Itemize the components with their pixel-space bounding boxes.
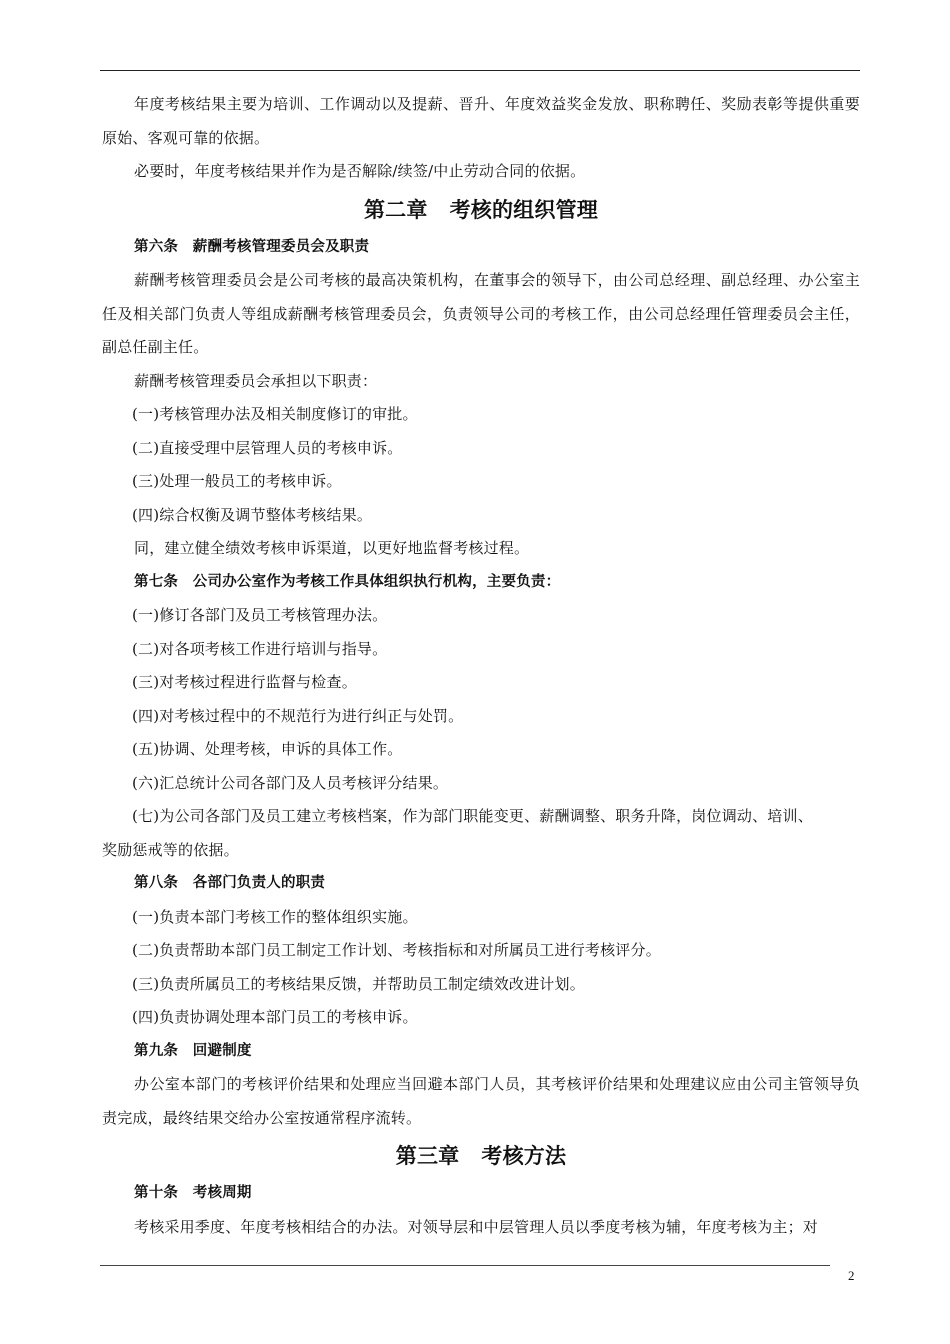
list-item-continuation: 奖励惩戒等的依据。	[102, 840, 239, 859]
chapter-2-heading	[102, 189, 860, 231]
list-item	[102, 800, 860, 867]
header-rule	[100, 70, 860, 71]
list-item: (一)修订各部门及员工考核管理办法。	[132, 606, 388, 624]
article-10-heading: 第十条 考核周期	[134, 1185, 252, 1201]
list-item-line: (七)为公司各部门及员工建立考核档案，作为部门职能变更、薪酬调整、职务升降，岗位调动、培训、	[132, 807, 813, 825]
paragraph-recusal: 办公室本部门的考核评价结果和处理应当回避本部门人员，其考核评价结果和处理建议应由公司主管领导负责完成，最终结果交给办公室按通常程序流转。	[102, 1075, 860, 1127]
list-item: (一)负责本部门考核工作的整体组织实施。	[132, 907, 418, 926]
chapter-3-heading	[102, 1135, 860, 1177]
list-item: (二)对各项考核工作进行培训与指导。	[132, 639, 388, 658]
chapter-2-number: 第二章	[363, 197, 428, 222]
paragraph-appeal-channel: 同，建立健全绩效考核申诉渠道，以更好地监督考核过程。	[134, 539, 530, 557]
article-8-heading: 第八条 各部门负责人的职责	[134, 875, 326, 891]
list-item: (三)负责所属员工的考核结果反馈，并帮助员工制定绩效改进计划。	[132, 974, 585, 993]
list-item: (三)对考核过程进行监督与检查。	[132, 673, 357, 691]
list-item: (五)协调、处理考核，申诉的具体工作。	[132, 740, 403, 758]
page-number: 2	[848, 1268, 855, 1283]
footer-rule	[100, 1265, 830, 1266]
list-item: (二)负责帮助本部门员工制定工作计划、考核指标和对所属员工进行考核评分。	[132, 941, 661, 959]
list-item: (三)处理一般员工的考核申诉。	[132, 472, 342, 490]
article-7-heading: 第七条 公司办公室作为考核工作具体组织执行机构，主要负责：	[134, 573, 561, 590]
chapter-3-number: 第三章	[395, 1144, 460, 1168]
article-9-heading: 第九条 回避制度	[134, 1042, 252, 1059]
list-item: (四)对考核过程中的不规范行为进行纠正与处罚。	[132, 706, 464, 725]
paragraph-committee-duties-intro: 薪酬考核管理委员会承担以下职责：	[134, 371, 378, 390]
list-item: (四)负责协调处理本部门员工的考核申诉。	[132, 1008, 418, 1026]
article-6-heading: 第六条 薪酬考核管理委员会及职责	[134, 238, 370, 255]
list-item: (一)考核管理办法及相关制度修订的审批。	[132, 405, 418, 423]
list-item: (二)直接受理中层管理人员的考核申诉。	[132, 438, 403, 457]
list-item: (四)综合权衡及调节整体考核结果。	[132, 505, 373, 524]
paragraph-committee-description: 薪酬考核管理委员会是公司考核的最高决策机构，在董事会的领导下，由公司总经理、副总经理、办公室主任及相关部门负责人等组成薪酬考核管理委员会，负责领导公司的考核工作，由公司总经理任管理委员会主任，副总任副主任。	[102, 271, 860, 356]
chapter-3-title: 考核方法	[481, 1144, 567, 1168]
chapter-2-title: 考核的组织管理	[449, 197, 598, 222]
paragraph-annual-results-use: 年度考核结果主要为培训、工作调动以及提薪、晋升、年度效益奖金发放、职称聘任、奖励表彰等提供重要原始、客观可靠的依据。	[102, 95, 860, 147]
list-item: (六)汇总统计公司各部门及人员考核评分结果。	[132, 773, 449, 792]
document-body	[102, 88, 860, 1244]
paragraph-contract-basis: 必要时，年度考核结果并作为是否解除/续签/中止劳动合同的依据。	[134, 162, 586, 180]
paragraph-assessment-cycle: 考核采用季度、年度考核相结合的办法。对领导层和中层管理人员以季度考核为辅，年度考核为主；对	[134, 1217, 819, 1236]
